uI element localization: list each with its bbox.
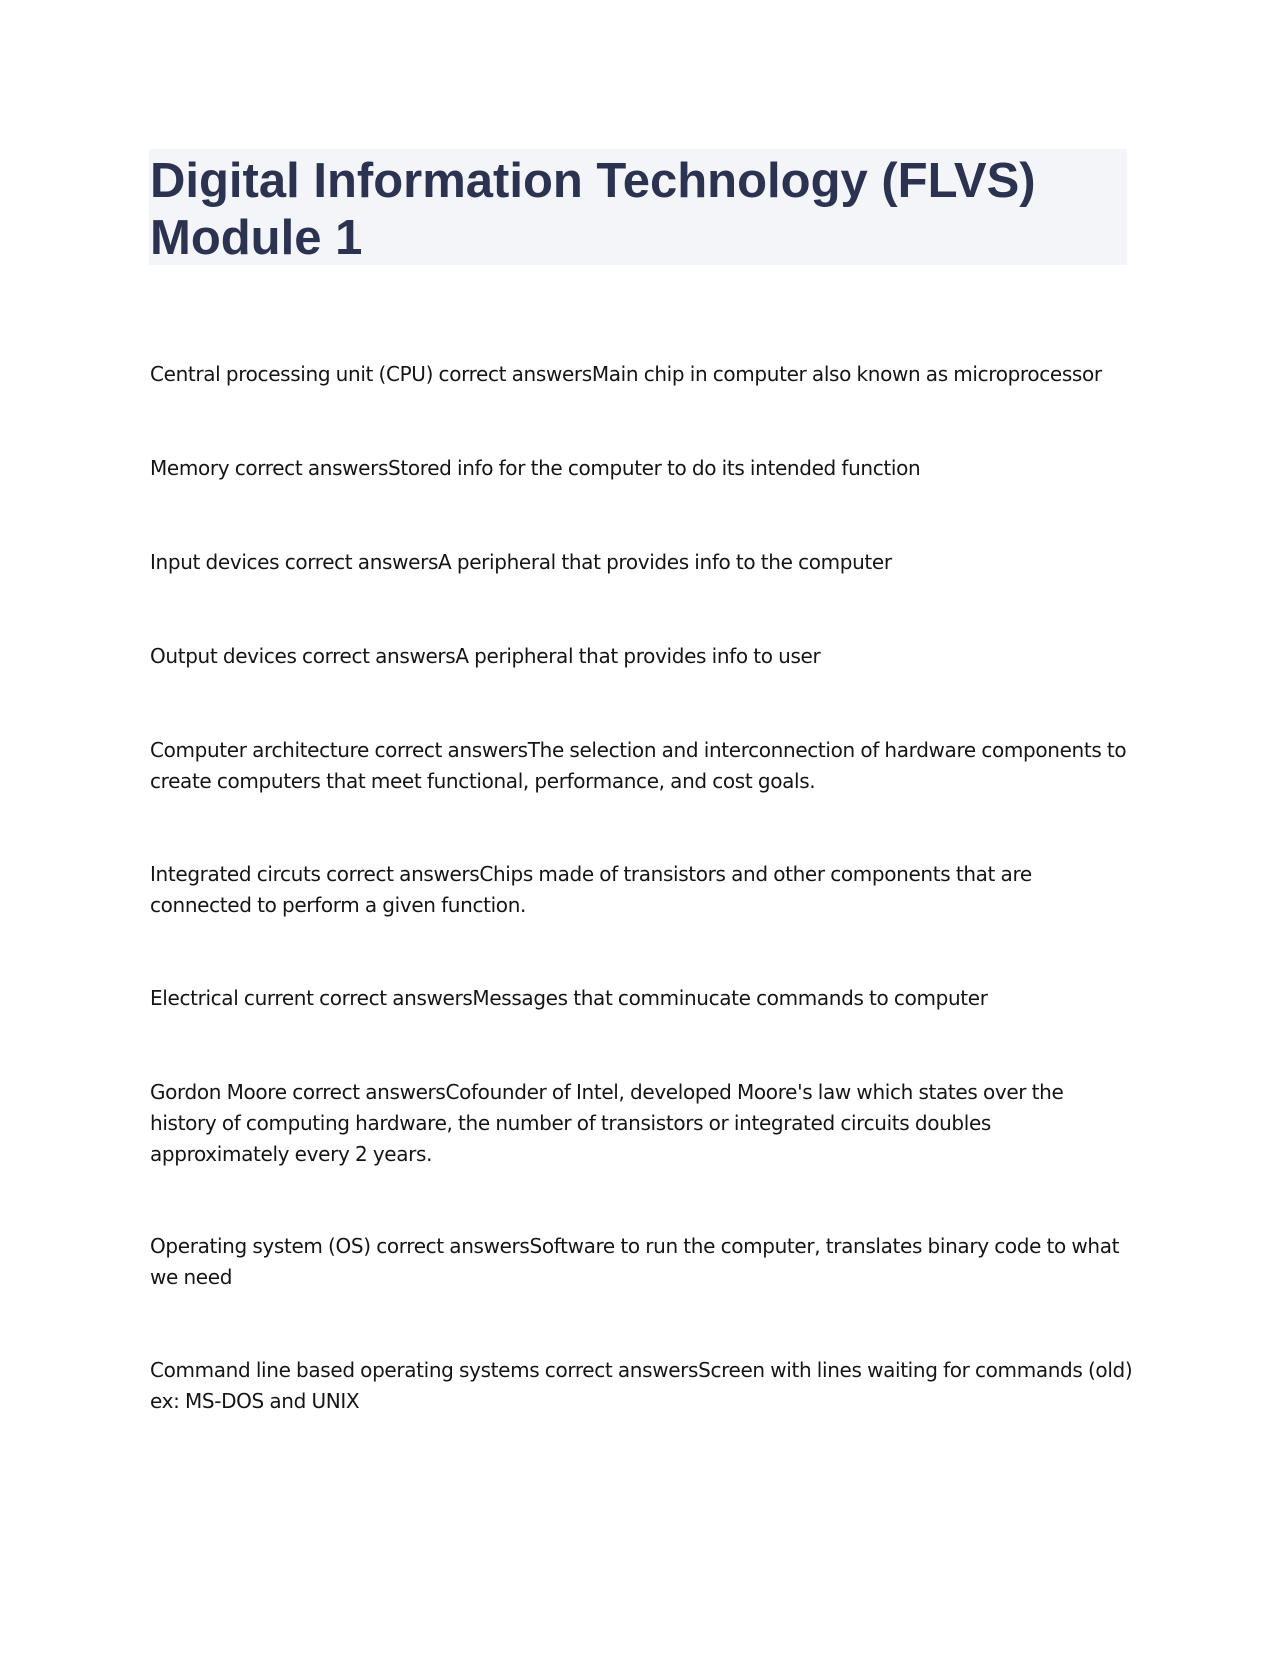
term-entry-operating-system: Operating system (OS) correct answersSoftware to run the computer, translates binary code to what we need — [150, 1234, 1120, 1289]
term-entry-cpu: Central processing unit (CPU) correct answersMain chip in computer also known as microprocessor — [150, 362, 1102, 386]
term-entry-electrical-current: Electrical current correct answersMessages that comminucate commands to computer — [150, 986, 988, 1010]
term-entry-output-devices: Output devices correct answersA peripheral that provides info to user — [150, 644, 821, 668]
term-entry-gordon-moore: Gordon Moore correct answersCofounder of Intel, developed Moore's law which states over the history of computing hardware, the number of transistors or integrated circuits doubles approximately every 2 years. — [150, 1080, 1064, 1166]
term-entry-memory: Memory correct answersStored info for the computer to do its intended function — [150, 456, 921, 480]
term-entry-integrated-circuits: Integrated circuts correct answersChips made of transistors and other components that are connected to perform a given function. — [150, 862, 1032, 917]
term-entry-input-devices: Input devices correct answersA peripheral that provides info to the computer — [150, 550, 892, 574]
document-title: Digital Information Technology (FLVS) Module 1 — [150, 154, 1036, 265]
term-entry-computer-architecture: Computer architecture correct answersThe selection and interconnection of hardware components to create computers that meet functional, performance, and cost goals. — [150, 738, 1127, 793]
term-entry-command-line-os: Command line based operating systems correct answersScreen with lines waiting for commands (old) ex: MS-DOS and UNIX — [150, 1358, 1133, 1413]
